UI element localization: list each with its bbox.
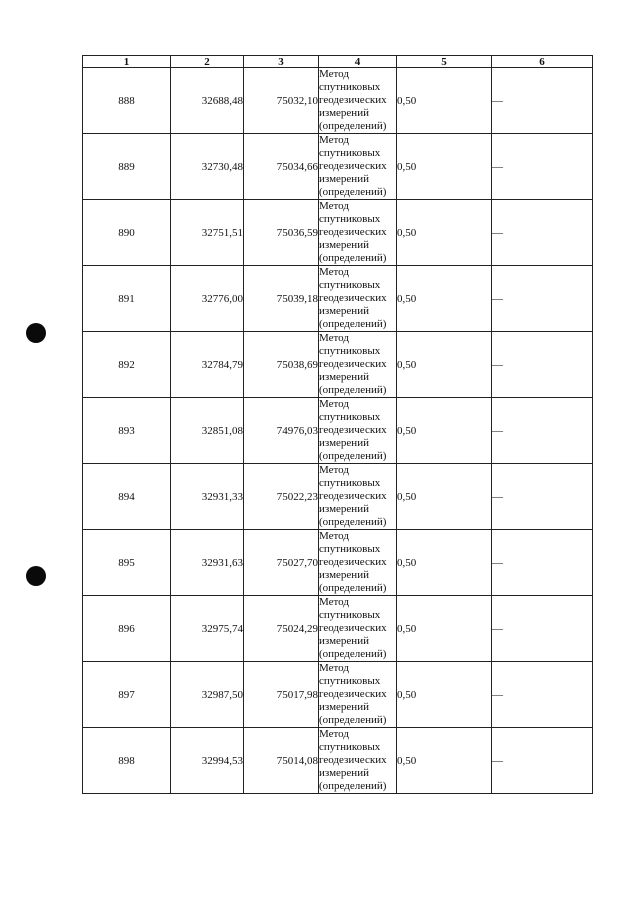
point-number-cell: 892 xyxy=(83,332,171,398)
method-cell xyxy=(319,728,397,794)
y-coordinate-cell: 75038,69 xyxy=(244,332,319,398)
column-header: 5 xyxy=(397,56,492,68)
accuracy-cell: 0,50 xyxy=(397,266,492,332)
method-line: спутниковых xyxy=(319,213,381,225)
y-coordinate-cell: 75039,18 xyxy=(244,266,319,332)
accuracy-cell: 0,50 xyxy=(397,200,492,266)
method-line: измерений xyxy=(319,569,369,581)
x-coordinate-cell: 32688,48 xyxy=(171,68,244,134)
method-line: измерений xyxy=(319,371,369,383)
method-line: Метод xyxy=(319,266,349,278)
table-row xyxy=(83,266,593,332)
column-header: 6 xyxy=(492,56,593,68)
method-cell xyxy=(319,200,397,266)
accuracy-cell: 0,50 xyxy=(397,728,492,794)
method-line: измерений xyxy=(319,239,369,251)
note-cell: — xyxy=(492,530,593,596)
method-cell xyxy=(319,134,397,200)
method-cell xyxy=(319,266,397,332)
accuracy-cell: 0,50 xyxy=(397,464,492,530)
x-coordinate-cell: 32987,50 xyxy=(171,662,244,728)
method-line: (определений) xyxy=(319,516,387,528)
note-cell: — xyxy=(492,398,593,464)
method-line: Метод xyxy=(319,728,349,740)
column-header: 1 xyxy=(83,56,171,68)
accuracy-cell: 0,50 xyxy=(397,398,492,464)
x-coordinate-cell: 32851,08 xyxy=(171,398,244,464)
point-number-cell: 889 xyxy=(83,134,171,200)
x-coordinate-cell: 32751,51 xyxy=(171,200,244,266)
punch-hole-bottom xyxy=(26,566,46,586)
method-cell xyxy=(319,596,397,662)
method-line: геодезических xyxy=(319,622,387,634)
method-line: измерений xyxy=(319,701,369,713)
method-cell xyxy=(319,662,397,728)
y-coordinate-cell: 75014,08 xyxy=(244,728,319,794)
column-header: 3 xyxy=(244,56,319,68)
method-line: спутниковых xyxy=(319,477,381,489)
accuracy-cell: 0,50 xyxy=(397,68,492,134)
method-line: спутниковых xyxy=(319,675,381,687)
method-line: Метод xyxy=(319,200,349,212)
method-line: спутниковых xyxy=(319,609,381,621)
method-line: (определений) xyxy=(319,318,387,330)
method-line: (определений) xyxy=(319,780,387,792)
method-cell xyxy=(319,68,397,134)
method-line: Метод xyxy=(319,332,349,344)
y-coordinate-cell: 75024,29 xyxy=(244,596,319,662)
table-row xyxy=(83,68,593,134)
method-line: (определений) xyxy=(319,450,387,462)
x-coordinate-cell: 32776,00 xyxy=(171,266,244,332)
accuracy-cell: 0,50 xyxy=(397,662,492,728)
table-row xyxy=(83,398,593,464)
point-number-cell: 895 xyxy=(83,530,171,596)
point-number-cell: 891 xyxy=(83,266,171,332)
method-line: (определений) xyxy=(319,252,387,264)
table-row xyxy=(83,596,593,662)
y-coordinate-cell: 74976,03 xyxy=(244,398,319,464)
method-line: Метод xyxy=(319,398,349,410)
method-line: измерений xyxy=(319,503,369,515)
method-line: геодезических xyxy=(319,424,387,436)
method-line: спутниковых xyxy=(319,741,381,753)
point-number-cell: 896 xyxy=(83,596,171,662)
note-cell: — xyxy=(492,728,593,794)
method-cell xyxy=(319,530,397,596)
table-row xyxy=(83,728,593,794)
method-cell xyxy=(319,398,397,464)
point-number-cell: 894 xyxy=(83,464,171,530)
table-row xyxy=(83,530,593,596)
point-number-cell: 898 xyxy=(83,728,171,794)
method-line: Метод xyxy=(319,68,349,80)
method-line: геодезических xyxy=(319,688,387,700)
note-cell: — xyxy=(492,464,593,530)
table-row xyxy=(83,464,593,530)
method-line: измерений xyxy=(319,107,369,119)
method-line: (определений) xyxy=(319,648,387,660)
accuracy-cell: 0,50 xyxy=(397,332,492,398)
point-number-cell: 888 xyxy=(83,68,171,134)
point-number-cell: 890 xyxy=(83,200,171,266)
accuracy-cell: 0,50 xyxy=(397,596,492,662)
point-number-cell: 893 xyxy=(83,398,171,464)
note-cell: — xyxy=(492,134,593,200)
method-line: Метод xyxy=(319,596,349,608)
x-coordinate-cell: 32784,79 xyxy=(171,332,244,398)
method-line: измерений xyxy=(319,437,369,449)
method-line: геодезических xyxy=(319,490,387,502)
table-header-row xyxy=(83,56,593,68)
accuracy-cell: 0,50 xyxy=(397,530,492,596)
method-line: Метод xyxy=(319,662,349,674)
table-row xyxy=(83,332,593,398)
y-coordinate-cell: 75022,23 xyxy=(244,464,319,530)
note-cell: — xyxy=(492,68,593,134)
method-cell xyxy=(319,464,397,530)
method-line: (определений) xyxy=(319,120,387,132)
y-coordinate-cell: 75034,66 xyxy=(244,134,319,200)
x-coordinate-cell: 32730,48 xyxy=(171,134,244,200)
method-line: (определений) xyxy=(319,714,387,726)
note-cell: — xyxy=(492,596,593,662)
accuracy-cell: 0,50 xyxy=(397,134,492,200)
method-line: спутниковых xyxy=(319,81,381,93)
method-line: спутниковых xyxy=(319,279,381,291)
point-number-cell: 897 xyxy=(83,662,171,728)
method-line: измерений xyxy=(319,635,369,647)
method-line: измерений xyxy=(319,305,369,317)
method-line: геодезических xyxy=(319,226,387,238)
x-coordinate-cell: 32931,63 xyxy=(171,530,244,596)
y-coordinate-cell: 75027,70 xyxy=(244,530,319,596)
y-coordinate-cell: 75036,59 xyxy=(244,200,319,266)
method-line: (определений) xyxy=(319,186,387,198)
table-row xyxy=(83,134,593,200)
method-line: геодезических xyxy=(319,556,387,568)
table-row xyxy=(83,200,593,266)
coordinates-table xyxy=(82,55,593,794)
method-line: спутниковых xyxy=(319,543,381,555)
method-line: Метод xyxy=(319,464,349,476)
note-cell: — xyxy=(492,200,593,266)
x-coordinate-cell: 32975,74 xyxy=(171,596,244,662)
method-cell xyxy=(319,332,397,398)
method-line: Метод xyxy=(319,530,349,542)
table-row xyxy=(83,662,593,728)
method-line: измерений xyxy=(319,767,369,779)
x-coordinate-cell: 32931,33 xyxy=(171,464,244,530)
column-header: 2 xyxy=(171,56,244,68)
method-line: (определений) xyxy=(319,582,387,594)
y-coordinate-cell: 75017,98 xyxy=(244,662,319,728)
note-cell: — xyxy=(492,332,593,398)
method-line: геодезических xyxy=(319,94,387,106)
y-coordinate-cell: 75032,10 xyxy=(244,68,319,134)
method-line: спутниковых xyxy=(319,345,381,357)
table-body xyxy=(83,68,593,794)
method-line: спутниковых xyxy=(319,411,381,423)
note-cell: — xyxy=(492,662,593,728)
x-coordinate-cell: 32994,53 xyxy=(171,728,244,794)
method-line: Метод xyxy=(319,134,349,146)
method-line: измерений xyxy=(319,173,369,185)
method-line: геодезических xyxy=(319,292,387,304)
method-line: геодезических xyxy=(319,358,387,370)
note-cell: — xyxy=(492,266,593,332)
method-line: спутниковых xyxy=(319,147,381,159)
punch-hole-top xyxy=(26,323,46,343)
column-header: 4 xyxy=(319,56,397,68)
method-line: геодезических xyxy=(319,160,387,172)
method-line: (определений) xyxy=(319,384,387,396)
method-line: геодезических xyxy=(319,754,387,766)
